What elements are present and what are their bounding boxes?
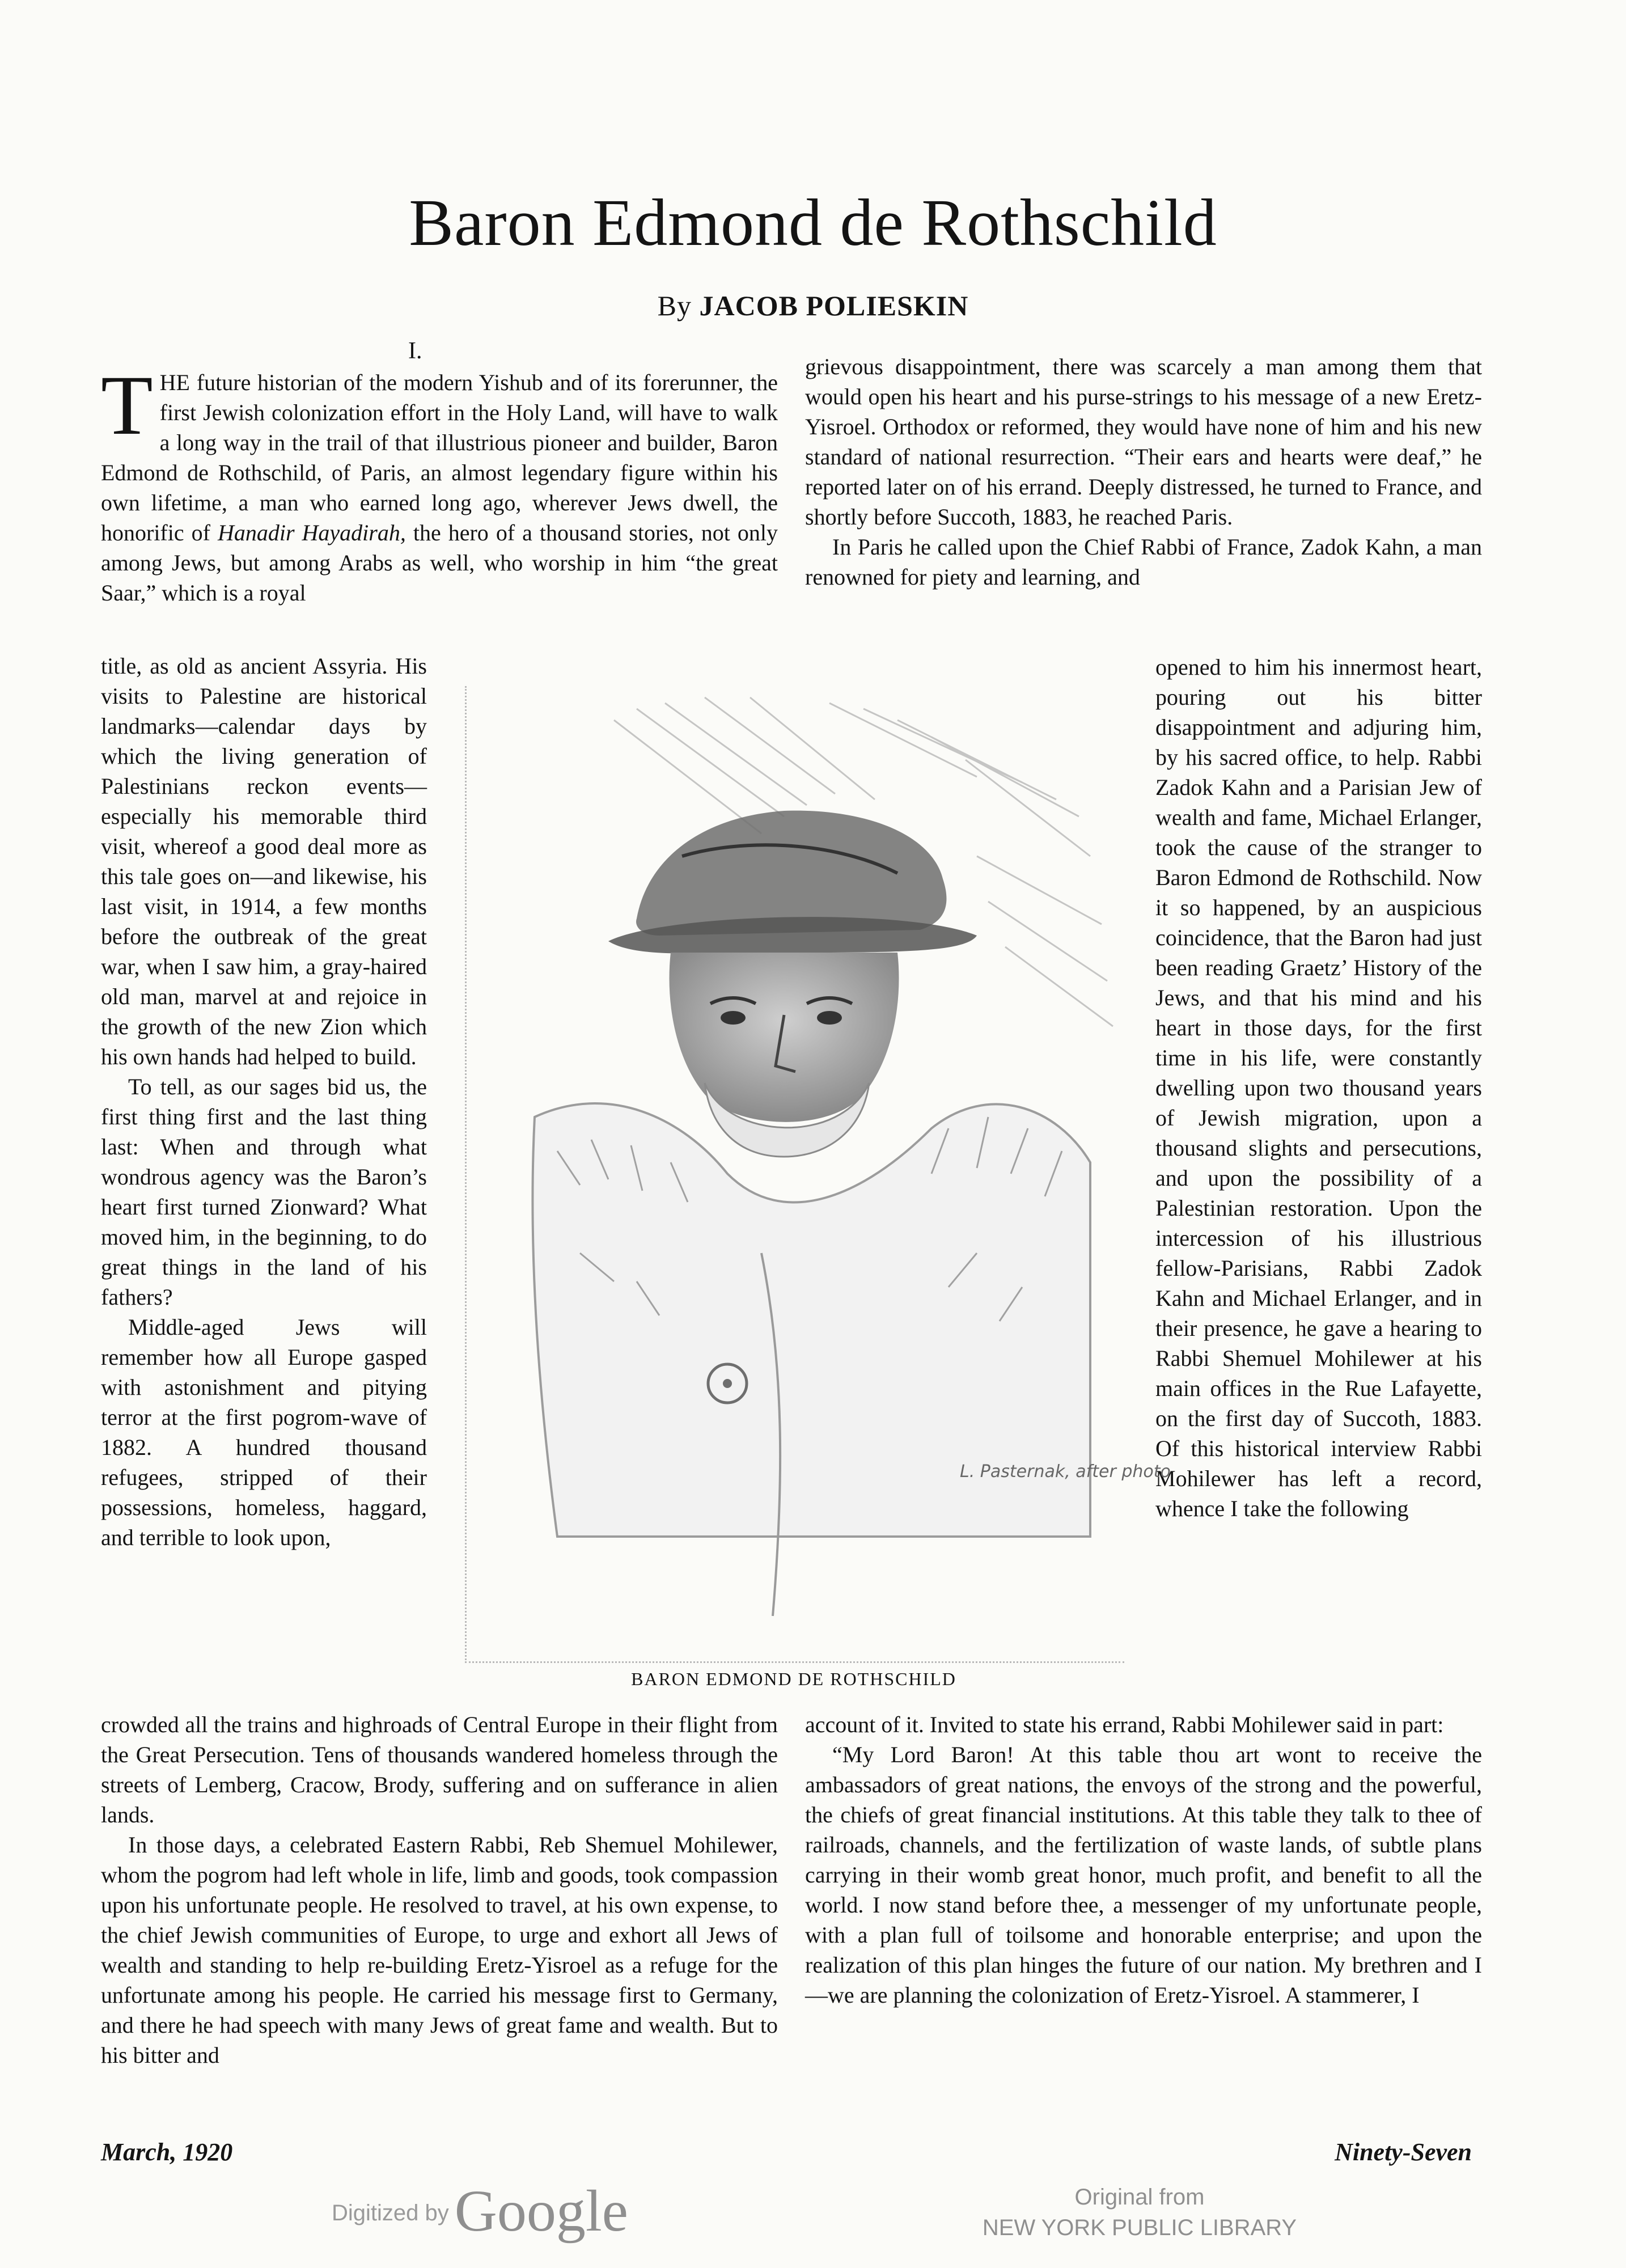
column-2-bottom — [805, 1710, 1482, 2010]
digitized-by-watermark — [332, 2177, 628, 2245]
paragraph-3-part-a: Middle-aged Jews will remember how all Europe gasped with astonishment and pitying terror at the first pogrom-wave of 1882. A hundred thousand refugees, stripped of their possessions, homeless, haggard, and terrible to look upon, — [101, 1314, 427, 1550]
portrait-sketch — [467, 686, 1171, 1661]
artist-signature — [960, 1462, 1171, 1482]
paragraph-1-italic: Hanadir Hayadirah, — [217, 520, 406, 545]
paragraph-1-part-b: the hero of a thousand stories, not only among Jews, but among Arabs as well, who worship in him “the great Saar,” which is a royal — [101, 520, 778, 606]
portrait-illustration — [465, 686, 1171, 1663]
paragraph-1-part-a: HE future historian of the modern Yishub and of its forerunner, the first Jewish colonization effort in the Holy Land, will have to walk a long way in the trail of that illustrious pioneer and builder, Baron Edmond de Rothschild, of Paris, an almost legendary figure within his own lifetime, a man who earned long ago, wherever Jews dwell, the honorific of — [101, 370, 778, 545]
paragraph-5: grievous disappointment, there was scarcely a man among them that would open his heart and his purse-strings to his message of a new Eretz-Yisroel. Orthodox or reformed, they would have none of him and his new standard of national resurrection. “Their ears and hearts were deaf,” he reported later on of his errand. Deeply distressed, he turned to France, and shortly before Succoth, 1883, he reached Paris. — [805, 354, 1482, 530]
library-watermark — [975, 2182, 1304, 2243]
paragraph-4: In those days, a celebrated Eastern Rabbi, Reb Shemuel Mohilewer, whom the pogrom had left whole in life, limb and goods, took compassion upon his unfortunate people. He resolved to travel, at his own expense, to the chief Jewish communities of Europe, to urge and exhort all Jews of wealth and standing to help re-building Eretz-Yisroel as a refuge for the unfortunate among his people. He carried his message first to Germany, and there he had speech with many Jews of great fame and wealth. But to his bitter and — [101, 1832, 778, 2068]
paragraph-3-part-b: crowded all the trains and highroads of Central Europe in their flight from the Great Persecution. Tens of thousands wandered homeless through the streets of Lemberg, Cracow, Brody, suffering and on sufferance in alien lands. — [101, 1712, 778, 1827]
column-1-bottom — [101, 1710, 778, 2070]
svg-text:L. Pasternak, after photo: L. Pasternak, after photo — [960, 1462, 1171, 1482]
paragraph-1-part-c: title, as old as ancient Assyria. His visits to Palestine are historical landmarks—calendar days by which the living generation of Palestinians reckon events—especially his memorable third visit, whereof a good deal more as this tale goes on—and likewise, his last visit, in 1914, a few months before the outbreak of the great war, when I saw him, a gray-haired old man, marvel at and rejoice in the growth of the new Zion which his own hands had helped to build. — [101, 653, 427, 1069]
paragraph-6-part-b: opened to him his innermost heart, pouring out his bitter disappointment and adjuring him, by his sacred office, to help. Rabbi Zadok Kahn and a Parisian Jew of wealth and fame, Michael Erlanger, took the cause of the stranger to Baron Edmond de Rothschild. Now it so happened, by an auspicious coincidence, that the Baron had just been reading Graetz’ History of the Jews, and that his mind and his heart in those days, for the first time in his life, were constantly dwelling upon two thousand years of Jewish migration, upon a thousand slights and persecutions, and upon the possibility of a Palestinian restoration. Upon the intercession of his illustrious fellow-Parisians, Rabbi Zadok Kahn and Michael Erlanger, and in their presence, he gave a hearing to Rabbi Shemuel Mohilewer at his main offices in the Rue Lafayette, on the first day of Succoth, 1883. Of this historical interview Rabbi Mohilewer has left a record, whence I take the following — [1155, 654, 1482, 1521]
author-name: JACOB POLIESKIN — [699, 290, 969, 321]
library-name: NEW YORK PUBLIC LIBRARY — [982, 2215, 1297, 2240]
google-logo: Google — [454, 2178, 628, 2244]
original-from-label: Original from — [1074, 2185, 1205, 2210]
issue-date: March, 1920 — [101, 2138, 233, 2166]
face — [670, 953, 899, 1157]
fur-collar — [532, 1103, 1090, 1616]
column-1-top — [101, 358, 778, 608]
hat — [608, 811, 977, 954]
article-title: Baron Edmond de Rothschild — [409, 185, 1217, 260]
drop-cap: T — [101, 358, 153, 452]
paragraph-6-part-a: In Paris he called upon the Chief Rabbi of France, Zadok Kahn, a man renowned for piety and learning, and — [805, 534, 1482, 590]
section-number: I. — [408, 338, 422, 364]
paragraph-2: To tell, as our sages bid us, the first thing first and the last thing last: When and through what wondrous agency was the Baron’s heart first turned Zionward? What moved him, in the beginning, to do great things in the land of his fathers? — [101, 1074, 427, 1310]
column-1-narrow — [101, 651, 427, 1552]
column-2-top — [805, 352, 1482, 592]
figure-caption: BARON EDMOND DE ROTHSCHILD — [631, 1669, 956, 1689]
byline-prefix: By — [657, 290, 692, 321]
byline — [0, 289, 1626, 322]
paragraph-6-part-c: account of it. Invited to state his errand, Rabbi Mohilewer said in part: — [805, 1712, 1444, 1737]
paragraph-7: “My Lord Baron! At this table thou art wont to receive the ambassadors of great nations, the envoys of the strong and the powerful, the chiefs of great financial institutions. At this table they talk to thee of railroads, channels, and the fertilization of waste lands, of subtle plans carrying in their womb great honor, much profit, and benefit to all the world. I now stand before thee, a messenger of my unfortunate people, with a plan full of toilsome and honorable enterprise; and upon the realization of this plan hinges the future of our nation. My brethren and I—we are planning the colonization of Eretz-Yisroel. A stammerer, I — [805, 1742, 1482, 2008]
page-number: Ninety-Seven — [1335, 2138, 1472, 2166]
column-2-narrow — [1155, 652, 1482, 1524]
digitized-by-label: Digitized by — [332, 2201, 449, 2225]
